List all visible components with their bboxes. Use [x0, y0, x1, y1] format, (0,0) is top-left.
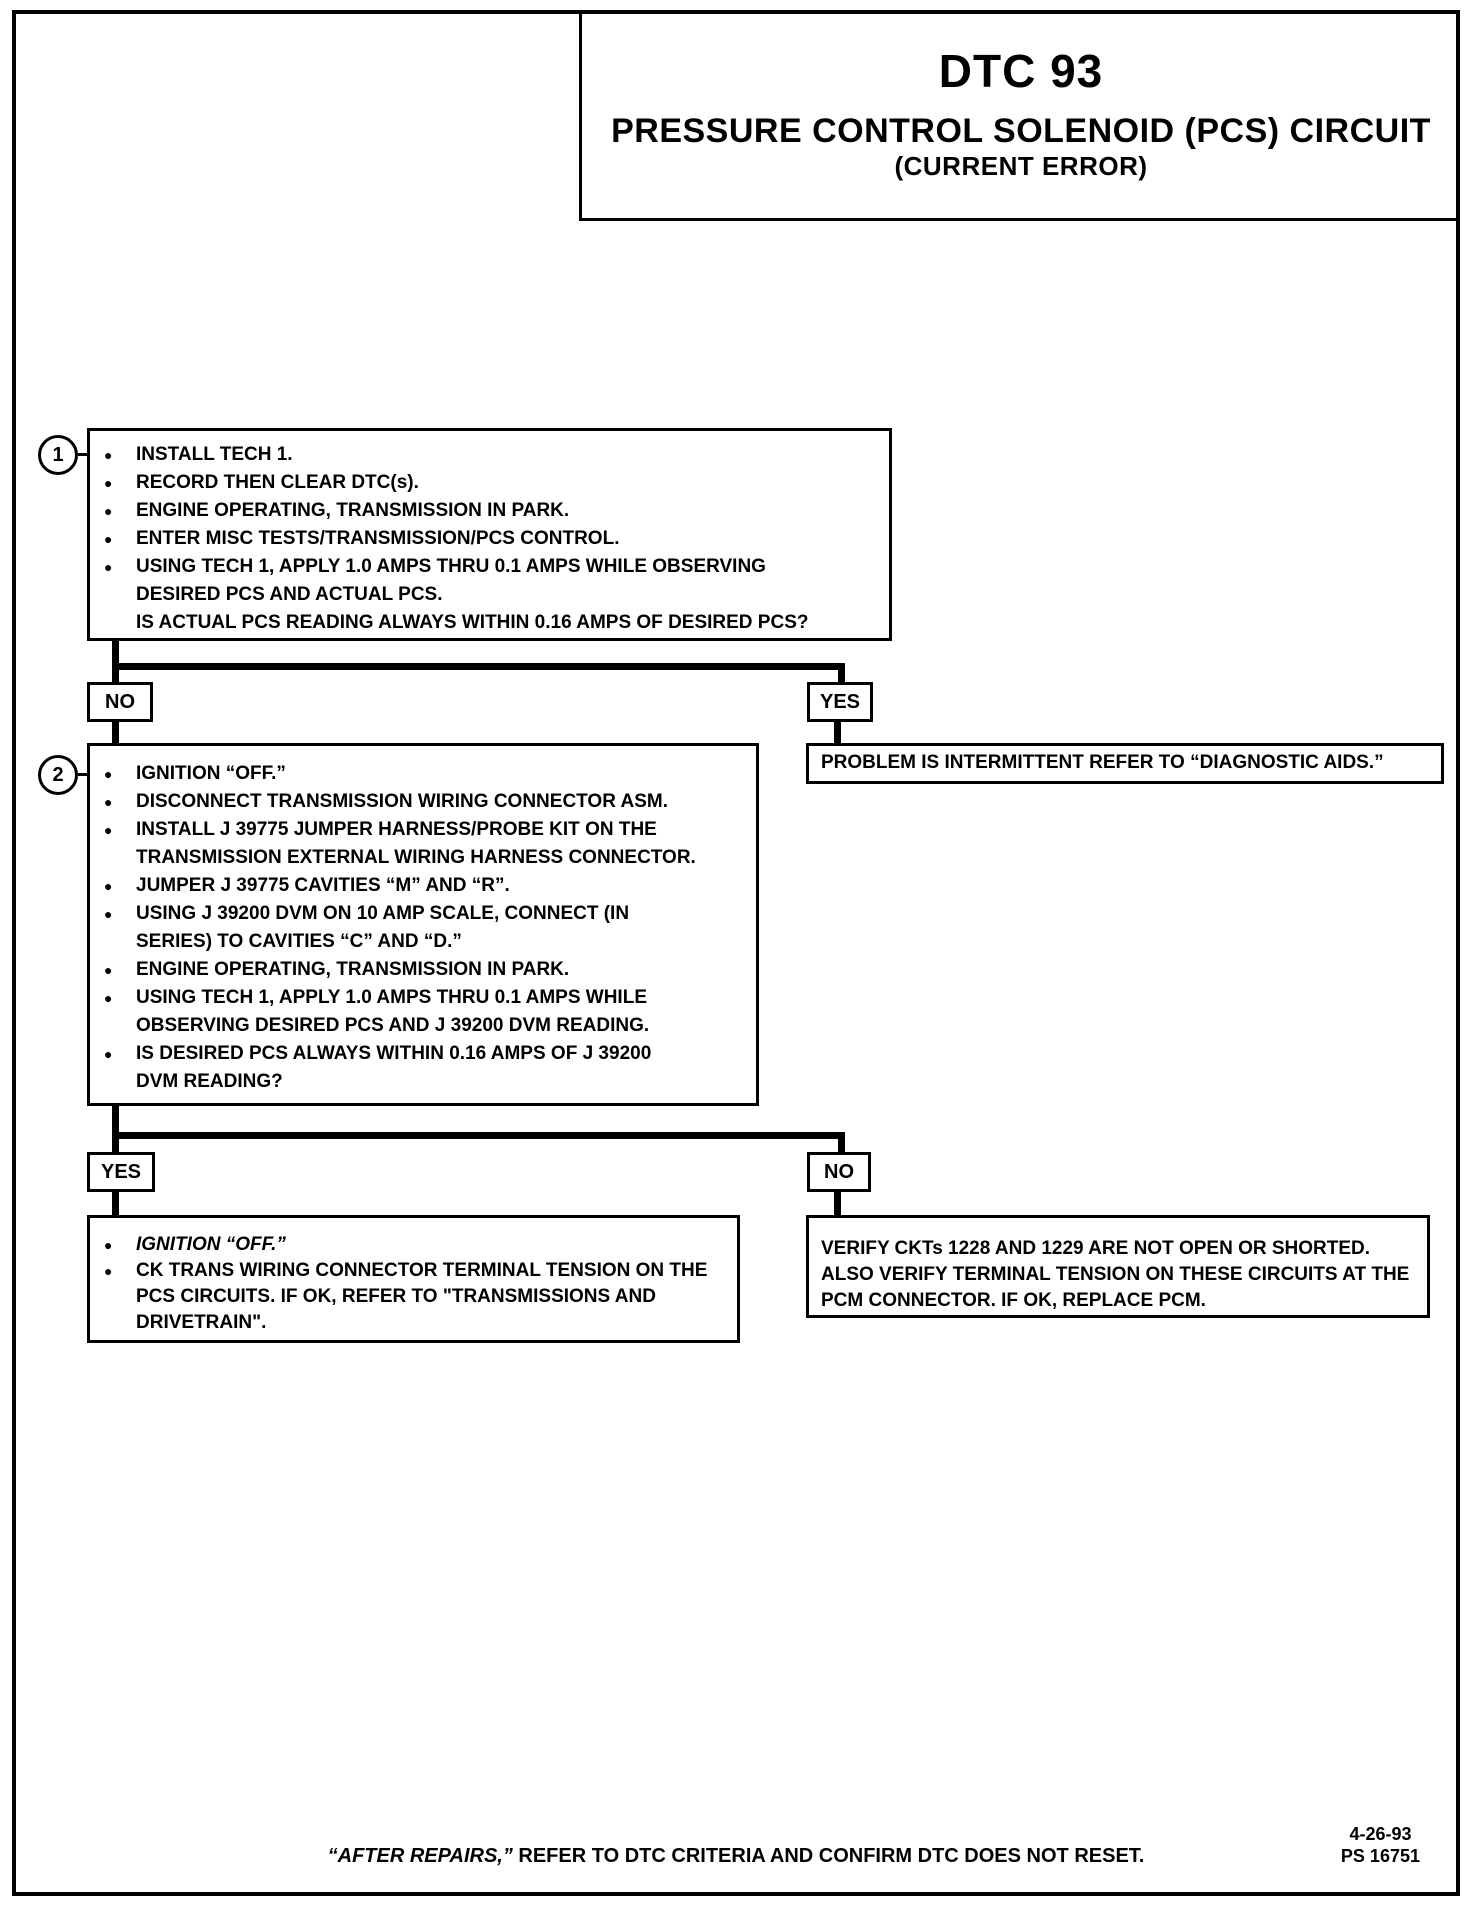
step-1-item: ● ENTER MISC TESTS/TRANSMISSION/PCS CONTROL.	[90, 525, 889, 553]
branch-2-yes-item: ● IGNITION “OFF.”	[90, 1232, 737, 1258]
footer-date: 4-26-93	[1349, 1824, 1412, 1844]
branch-2-yes-item: ● CK TRANS WIRING CONNECTOR TERMINAL TENSION ON THE PCS CIRCUITS. IF OK, REFER TO "TRANSMISSIONS AND DRIVETRAIN".	[90, 1258, 737, 1336]
branch-1-yes-label: YES	[807, 682, 873, 722]
branch-1-yes-result: PROBLEM IS INTERMITTENT REFER TO “DIAGNOSTIC AIDS.”	[806, 743, 1444, 784]
step-2-item: ● IGNITION “OFF.”	[90, 760, 756, 788]
step-2-number: 2	[38, 755, 78, 795]
branch-2-connector	[838, 1132, 845, 1152]
step-2-item: ● DISCONNECT TRANSMISSION WIRING CONNECTOR ASM.	[90, 788, 756, 816]
step-2-item: ● USING TECH 1, APPLY 1.0 AMPS THRU 0.1 AMPS WHILE OBSERVING DESIRED PCS AND J 39200 DVM READING.	[90, 984, 756, 1040]
step-2-item: ● INSTALL J 39775 JUMPER HARNESS/PROBE KIT ON THE TRANSMISSION EXTERNAL WIRING HARNESS CONNECTOR.	[90, 816, 756, 872]
branch-1-connector	[112, 663, 845, 670]
step-1-box	[87, 428, 892, 641]
step-2-item: ● JUMPER J 39775 CAVITIES “M” AND “R”.	[90, 872, 756, 900]
step-1-list	[90, 441, 889, 609]
step-2-list	[90, 760, 756, 1096]
branch-1-connector	[834, 722, 841, 744]
branch-1-no-label: NO	[87, 682, 153, 722]
step-1-item: ● INSTALL TECH 1.	[90, 441, 889, 469]
branch-1-connector	[838, 663, 845, 682]
branch-2-yes-label: YES	[87, 1152, 155, 1192]
branch-2-connector	[112, 1192, 119, 1216]
step-1-item: ● ENGINE OPERATING, TRANSMISSION IN PARK.	[90, 497, 889, 525]
step-1-item: ● RECORD THEN CLEAR DTC(s).	[90, 469, 889, 497]
step-1-question: IS ACTUAL PCS READING ALWAYS WITHIN 0.16 AMPS OF DESIRED PCS?	[136, 612, 809, 633]
step-1-item: ● USING TECH 1, APPLY 1.0 AMPS THRU 0.1 AMPS WHILE OBSERVING DESIRED PCS AND ACTUAL PCS.	[90, 553, 889, 609]
page-subtitle-2: (CURRENT ERROR)	[894, 151, 1148, 181]
footer-code-block	[1341, 1823, 1420, 1867]
step-1-number: 1	[38, 435, 78, 475]
branch-1-connector	[112, 722, 119, 744]
footer-code: PS 16751	[1340, 1846, 1420, 1866]
footer-note	[0, 1845, 1472, 1868]
branch-2-connector	[112, 1106, 119, 1152]
branch-2-connector	[112, 1132, 845, 1139]
step-2-box	[87, 743, 759, 1106]
footer-note-rest: REFER TO DTC CRITERIA AND CONFIRM DTC DOES NOT RESET.	[512, 1845, 1145, 1867]
branch-2-no-result: VERIFY CKTs 1228 AND 1229 ARE NOT OPEN OR SHORTED. ALSO VERIFY TERMINAL TENSION ON THESE CIRCUITS AT THE PCM CONNECTOR. IF OK, REPLACE PCM.	[821, 1238, 1410, 1311]
branch-2-no-label: NO	[807, 1152, 871, 1192]
step-2-item: ● ENGINE OPERATING, TRANSMISSION IN PARK.	[90, 956, 756, 984]
branch-2-connector	[834, 1192, 841, 1216]
branch-2-yes-box	[87, 1215, 740, 1343]
footer-note-italic: “AFTER REPAIRS,”	[327, 1845, 513, 1867]
branch-1-connector	[112, 641, 119, 682]
step-2-item: ● USING J 39200 DVM ON 10 AMP SCALE, CONNECT (IN SERIES) TO CAVITIES “C” AND “D.”	[90, 900, 756, 956]
branch-2-yes-list	[90, 1232, 737, 1336]
branch-2-no-box	[806, 1215, 1430, 1318]
title-box	[579, 10, 1460, 221]
page-subtitle: PRESSURE CONTROL SOLENOID (PCS) CIRCUIT	[611, 112, 1431, 150]
page-title: DTC 93	[938, 45, 1104, 97]
step-2-item: ● IS DESIRED PCS ALWAYS WITHIN 0.16 AMPS OF J 39200 DVM READING?	[90, 1040, 756, 1096]
